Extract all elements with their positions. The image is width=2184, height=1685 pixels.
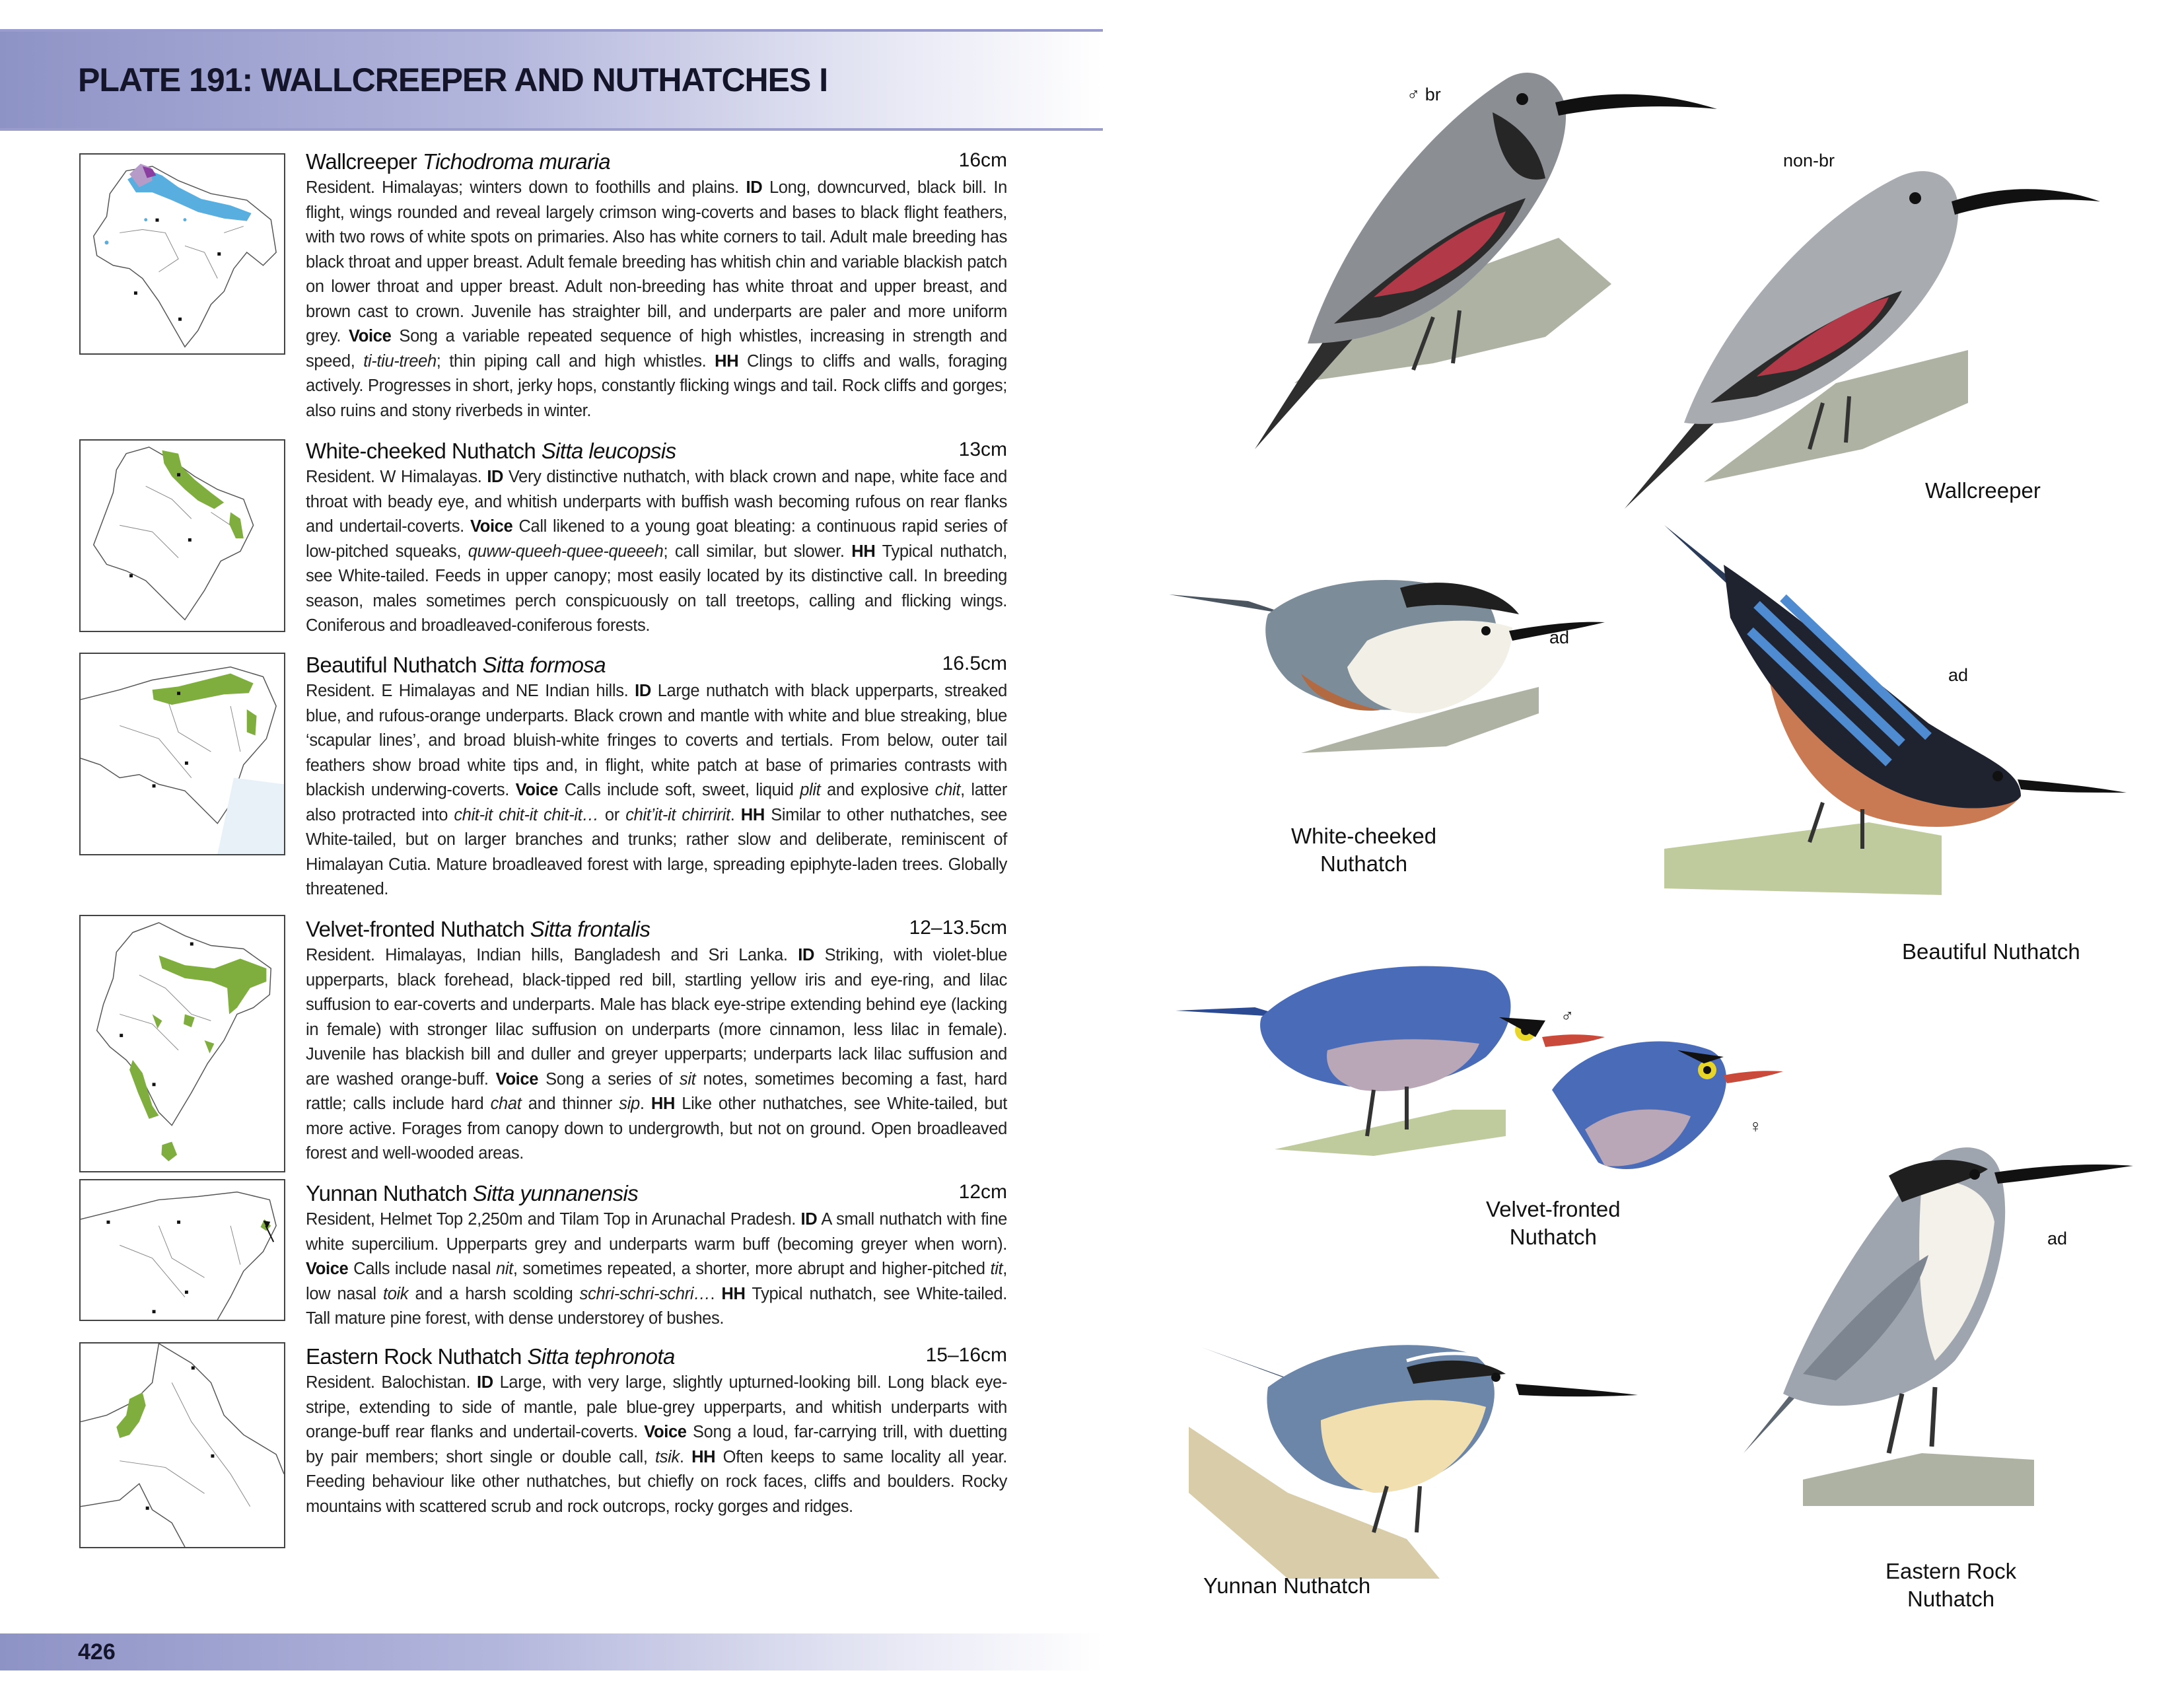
- description-keyword: HH: [721, 1284, 746, 1303]
- description-text: , latter also protracted into: [306, 781, 1007, 824]
- range-map-beautiful-nuthatch: [79, 653, 285, 855]
- species-description: [306, 1207, 1007, 1332]
- description-keyword: HH: [691, 1447, 716, 1466]
- species-entry-velvet-fronted-nuthatch: [306, 917, 1007, 1166]
- description-text: , sometimes repeated, a shorter, more abrupt and higher-pitched: [512, 1260, 991, 1278]
- description-text: Large, with very large, slightly upturned-looking bill. Long black eye-stripe, extending to side of mantle, pale blue-grey upperparts, and whitish underparts with orange-buff rear flanks and undertail-coverts.: [306, 1373, 1007, 1441]
- description-text: ti-tiu-treeh: [363, 351, 437, 371]
- description-keyword: ID: [487, 468, 504, 486]
- description-text: and a harsh scolding: [408, 1284, 580, 1303]
- description-keyword: ID: [800, 1210, 818, 1229]
- common-name: Wallcreeper: [306, 149, 417, 174]
- species-description: [306, 465, 1007, 639]
- description-text: chit: [934, 781, 961, 799]
- description-text: and explosive: [820, 781, 935, 799]
- common-name: Yunnan Nuthatch: [306, 1181, 468, 1205]
- size: 12cm: [958, 1181, 1007, 1203]
- description-text: nit: [495, 1260, 513, 1278]
- description-text: Large nuthatch with black upperparts, streaked blue, and rufous-orange underparts. Black crown and mantle with white and blue streaking, blue ‘scapular lines’, and broad bluish-white fringes to coverts and tertials. From below, outer tail feathers show broad white tips and, in flight, white patch at base of primaries contrasts with blackish underwing-coverts.: [306, 682, 1007, 799]
- description-text: Similar to other nuthatches, see White-tailed, but on larger branches and trunks; rather slow and deliberate, reminiscent of Himalayan Cutia. Mature broadleaved forest with large, spreading epiphyte-laden trees. Globally threatened.: [306, 805, 1007, 898]
- species-entry-beautiful-nuthatch: [306, 653, 1007, 902]
- description-text: tsik: [655, 1447, 680, 1466]
- description-keyword: HH: [740, 805, 765, 824]
- description-text: schri-schri-schri…: [579, 1284, 711, 1303]
- description-text: quww-queeh-quee-queeeh: [468, 542, 664, 561]
- species-entry-yunnan-nuthatch: [306, 1181, 1007, 1332]
- description-text: sip: [619, 1094, 640, 1113]
- scientific-name: Tichodroma muraria: [422, 149, 610, 174]
- description-text: Resident. W Himalayas.: [306, 468, 487, 486]
- header-rule-bottom: [0, 128, 1103, 131]
- description-text: Very distinctive nuthatch, with black crown and nape, white face and throat with beady eye, and whitish underparts with buffish wash becoming rufous on rear flanks and undertail-coverts.: [306, 468, 1007, 536]
- label-velvet-fronted-nuthatch: Velvet-fronted Nuthatch: [1486, 1197, 1621, 1249]
- species-description: [306, 176, 1007, 423]
- illustration-wallcreeper-non-breeding: [1598, 139, 2127, 495]
- common-name: Beautiful Nuthatch: [306, 653, 477, 677]
- description-text: sit: [679, 1069, 696, 1089]
- description-text: Typical nuthatch, see White-tailed. Tall mature pine forest, with dense understorey of bushes.: [306, 1284, 1007, 1328]
- description-keyword: Voice: [515, 781, 559, 799]
- label-wallcreeper: Wallcreeper: [1925, 478, 2041, 503]
- illustration-beautiful-nuthatch: [1651, 525, 2133, 908]
- description-text: chat: [490, 1094, 522, 1113]
- description-text: ; thin piping call and high whistles.: [436, 351, 715, 371]
- scientific-name: Sitta leucopsis: [541, 439, 676, 463]
- description-keyword: Voice: [495, 1069, 539, 1089]
- description-text: Typical nuthatch, see White-tailed. Feeds in upper canopy; most easily located by its distinctive call. In breeding season, males sometimes perch conspicuously on tall treetops, calling and flicking wings. Coniferous and broadleaved-coniferous forests.: [306, 542, 1007, 635]
- description-keyword: Voice: [644, 1423, 687, 1441]
- scientific-name: Sitta yunnanensis: [472, 1181, 639, 1205]
- species-entry-white-cheeked-nuthatch: [306, 439, 1007, 639]
- description-text: chit-it chit-it chit-it…: [454, 805, 599, 824]
- description-text: Song a series of: [538, 1069, 680, 1089]
- description-text: notes, sometimes becoming a fast, hard rattle; calls include hard: [306, 1069, 1007, 1113]
- description-text: Call likened to a young goat bleating: a continuous rapid series of low-pitched squeaks,: [306, 517, 1007, 561]
- page-number: 426: [78, 1639, 116, 1665]
- size: 13cm: [958, 439, 1007, 460]
- plate-title: PLATE 191: WALLCREEPER AND NUTHATCHES I: [78, 61, 828, 98]
- description-text: .: [639, 1094, 651, 1113]
- description-text: Resident. Himalayas, Indian hills, Bangladesh and Sri Lanka.: [306, 946, 798, 964]
- description-text: , low nasal: [306, 1260, 1007, 1303]
- tag-wallcreeper-breeding: ♂ br: [1407, 85, 1441, 104]
- tag-white-cheeked-adult: ad: [1549, 627, 1570, 647]
- description-keyword: HH: [651, 1094, 676, 1113]
- description-text: Resident. Balochistan.: [306, 1373, 477, 1392]
- description-text: Often keeps to same locality all year. Feeding behaviour like other nuthatches, but chiefly on rock faces, cliffs and boulders. Rocky mountains with scattered scrub and rock outcrops, rocky gorges and ridges.: [306, 1447, 1007, 1516]
- illustration-yunnan-nuthatch: [1189, 1321, 1664, 1579]
- description-keyword: ID: [746, 178, 763, 197]
- species-description: [306, 679, 1007, 902]
- description-text: Resident. E Himalayas and NE Indian hills.: [306, 682, 635, 700]
- description-keyword: Voice: [470, 517, 513, 536]
- description-text: Calls include nasal: [348, 1260, 496, 1278]
- size: 15–16cm: [925, 1344, 1007, 1366]
- range-map-eastern-rock-nuthatch: [79, 1342, 285, 1548]
- description-text: or: [598, 805, 626, 824]
- description-text: ; call similar, but slower.: [663, 542, 852, 561]
- common-name: Eastern Rock Nuthatch: [306, 1344, 522, 1369]
- description-keyword: Voice: [349, 327, 392, 345]
- description-text: Resident, Helmet Top 2,250m and Tilam Top in Arunachal Pradesh.: [306, 1210, 801, 1229]
- description-text: plit: [800, 781, 821, 799]
- description-text: Long, downcurved, black bill. In flight, wings rounded and reveal largely crimson wing-coverts and bases to black flight feathers, with two rows of white spots on primaries. Also has white corners to tail. Adult male breeding has black throat and upper breast. Adult female breeding has whitish chin and variable blackish patch on lower throat and upper breast. Adult non-breeding has white throat and upper breast, and brown cast to crown. Juvenile has straighter bill, and underparts are paler and more uniform grey.: [306, 178, 1008, 345]
- size: 12–13.5cm: [909, 917, 1007, 939]
- label-white-cheeked-nuthatch: White-cheeked Nuthatch: [1291, 824, 1437, 876]
- species-entry-eastern-rock-nuthatch: [306, 1344, 1007, 1519]
- range-map-wallcreeper: [79, 153, 285, 355]
- species-description: [306, 943, 1007, 1166]
- range-map-yunnan-nuthatch: [79, 1179, 285, 1321]
- description-text: Striking, with violet-blue upperparts, black forehead, black-tipped red bill, startling yellow iris and eye-ring, and lilac suffusion to ear-coverts and underparts. Male has black eye-stripe extending behind eye (lacking in female) with stronger lilac suffusion on underparts (more cinnamon, less lilac in female). Juvenile has blackish bill and duller and greyer upperparts; underparts lack lilac suffusion and are washed orange-buff.: [306, 946, 1007, 1089]
- label-eastern-rock-nuthatch: Eastern Rock Nuthatch: [1885, 1559, 2017, 1611]
- description-text: .: [679, 1447, 692, 1466]
- description-text: A small nuthatch with fine white supercilium. Upperparts grey and underparts warm buff (becoming greyer when worn).: [306, 1210, 1007, 1254]
- tag-beautiful-adult: ad: [1948, 665, 1969, 685]
- label-yunnan-nuthatch: Yunnan Nuthatch: [1203, 1573, 1371, 1598]
- description-text: tit: [990, 1260, 1003, 1278]
- description-text: .: [710, 1284, 722, 1303]
- scientific-name: Sitta frontalis: [530, 917, 651, 941]
- description-keyword: ID: [635, 682, 651, 700]
- label-beautiful-nuthatch: Beautiful Nuthatch: [1902, 939, 2080, 964]
- description-text: toik: [382, 1284, 409, 1303]
- description-keyword: ID: [476, 1373, 493, 1392]
- description-keyword: Voice: [306, 1260, 349, 1278]
- scientific-name: Sitta formosa: [482, 653, 606, 677]
- description-text: Clings to cliffs and walls, foraging actively. Progresses in short, jerky hops, constantly flicking wings and tail. Rock cliffs and gorges; also ruins and stony riverbeds in winter.: [306, 351, 1007, 420]
- size: 16cm: [958, 149, 1007, 171]
- species-description: [306, 1371, 1007, 1519]
- description-text: Calls include soft, sweet, liquid: [558, 781, 800, 799]
- description-keyword: HH: [851, 542, 876, 561]
- description-text: Like other nuthatches, see White-tailed, but more active. Forages from canopy down to undergrowth, but not on ground. Open broadleaved forest and well-wooded areas.: [306, 1094, 1007, 1163]
- description-text: .: [730, 805, 741, 824]
- description-keyword: HH: [715, 351, 739, 371]
- tag-velvet-male: ♂: [1561, 1006, 1574, 1026]
- footer-band: [0, 1633, 1103, 1670]
- description-text: Song a loud, far-carrying trill, with duetting by pair members; short single or double call,: [306, 1423, 1007, 1466]
- description-text: Resident. Himalayas; winters down to foothills and plains.: [306, 178, 746, 197]
- description-keyword: ID: [798, 946, 815, 964]
- range-map-velvet-fronted-nuthatch: [79, 915, 285, 1172]
- tag-velvet-female: ♀: [1749, 1116, 1763, 1136]
- illustration-white-cheeked-nuthatch: [1169, 561, 1618, 779]
- description-text: chit’it-it chirririt: [625, 805, 730, 824]
- scientific-name: Sitta tephronota: [527, 1344, 675, 1369]
- range-map-white-cheeked-nuthatch: [79, 439, 285, 632]
- description-text: and thinner: [521, 1094, 619, 1113]
- illustration-eastern-rock-nuthatch: [1704, 1110, 2166, 1506]
- common-name: Velvet-fronted Nuthatch: [306, 917, 525, 941]
- size: 16.5cm: [942, 653, 1007, 674]
- tag-eastern-rock-adult: ad: [2047, 1229, 2068, 1248]
- description-text: Song a variable repeated sequence of high whistles, increasing in strength and speed,: [306, 327, 1007, 371]
- species-entry-wallcreeper: [306, 149, 1007, 423]
- common-name: White-cheeked Nuthatch: [306, 439, 536, 463]
- tag-wallcreeper-non-breeding: non-br: [1783, 151, 1835, 170]
